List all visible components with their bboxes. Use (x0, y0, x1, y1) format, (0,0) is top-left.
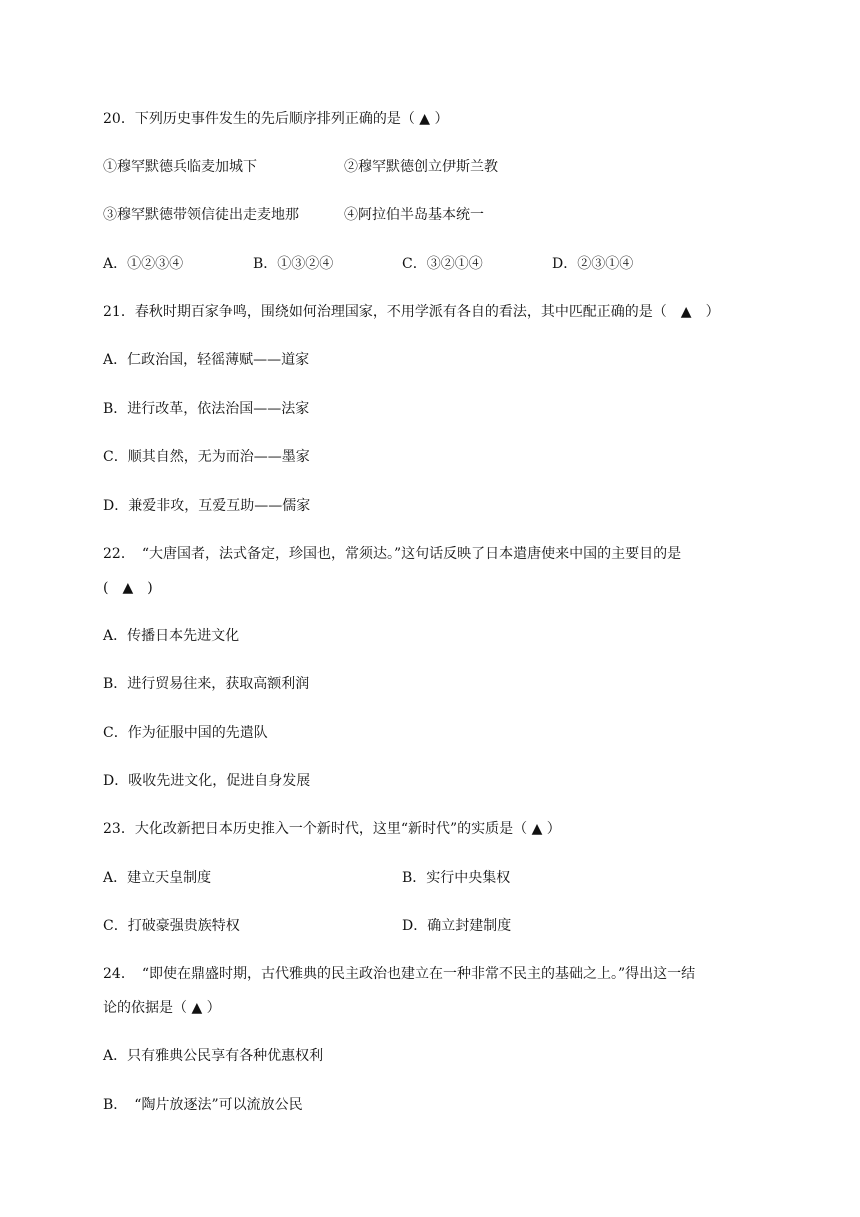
q21-option-b: B．进行改革，依法治国——法家 (103, 401, 310, 417)
q22-option-c: C．作为征服中国的先遣队 (103, 725, 268, 741)
q21-option-a: A．仁政治国，轻徭薄赋——道家 (103, 352, 310, 368)
q21-option-d: D．兼爱非攻，互爱互助——儒家 (103, 498, 311, 514)
q21-option-c: C．顺其自然，无为而治——墨家 (103, 449, 310, 465)
q22-option-a: A．传播日本先进文化 (103, 628, 240, 644)
q24-option-b: B． “陶片放逐法”可以流放公民 (103, 1097, 303, 1113)
q23-option-a: A．建立天皇制度 (103, 870, 212, 886)
q23-stem: 23．大化改新把日本历史推入一个新时代，这里“新时代”的实质是（ ▲ ） (103, 821, 561, 837)
q20-item-2: ②穆罕默德创立伊斯兰教 (344, 159, 498, 175)
q23-option-c: C．打破豪强贵族特权 (103, 918, 240, 934)
q23-option-b: B．实行中央集权 (402, 870, 511, 886)
q20-stem: 20．下列历史事件发生的先后顺序排列正确的是（ ▲ ） (103, 111, 449, 127)
q21-stem: 21．春秋时期百家争鸣，围绕如何治理国家，不用学派有各自的看法，其中匹配正确的是（ ▲ ） (103, 304, 720, 320)
q20-option-b: B．①③②④ (253, 256, 334, 272)
q24-stem-line-1: 24． “即使在鼎盛时期，古代雅典的民主政治也建立在一种非常不民主的基础之上。”得出这一结 (103, 966, 696, 982)
q20-option-d: D．②③①④ (552, 256, 634, 272)
q20-item-3: ③穆罕默德带领信徒出走麦地那 (103, 207, 299, 223)
q20-item-4: ④阿拉伯半岛基本统一 (344, 207, 484, 223)
q24-stem-line-2: 论的依据是（ ▲ ） (103, 1000, 221, 1016)
q22-stem-line-1: 22． “大唐国者，法式备定，珍国也，常须达。”这句话反映了日本遣唐使来中国的主要目的是 (103, 546, 682, 562)
q24-option-a: A．只有雅典公民享有各种优惠权利 (103, 1048, 324, 1064)
q22-stem-line-2: ( ▲ ) (103, 580, 153, 596)
q23-option-d: D．确立封建制度 (402, 918, 512, 934)
q20-option-a: A．①②③④ (103, 256, 184, 272)
q20-option-c: C．③②①④ (402, 256, 483, 272)
q22-option-b: B．进行贸易往来，获取高额利润 (103, 676, 310, 692)
q22-option-d: D．吸收先进文化，促进自身发展 (103, 773, 311, 789)
q20-item-1: ①穆罕默德兵临麦加城下 (103, 159, 257, 175)
